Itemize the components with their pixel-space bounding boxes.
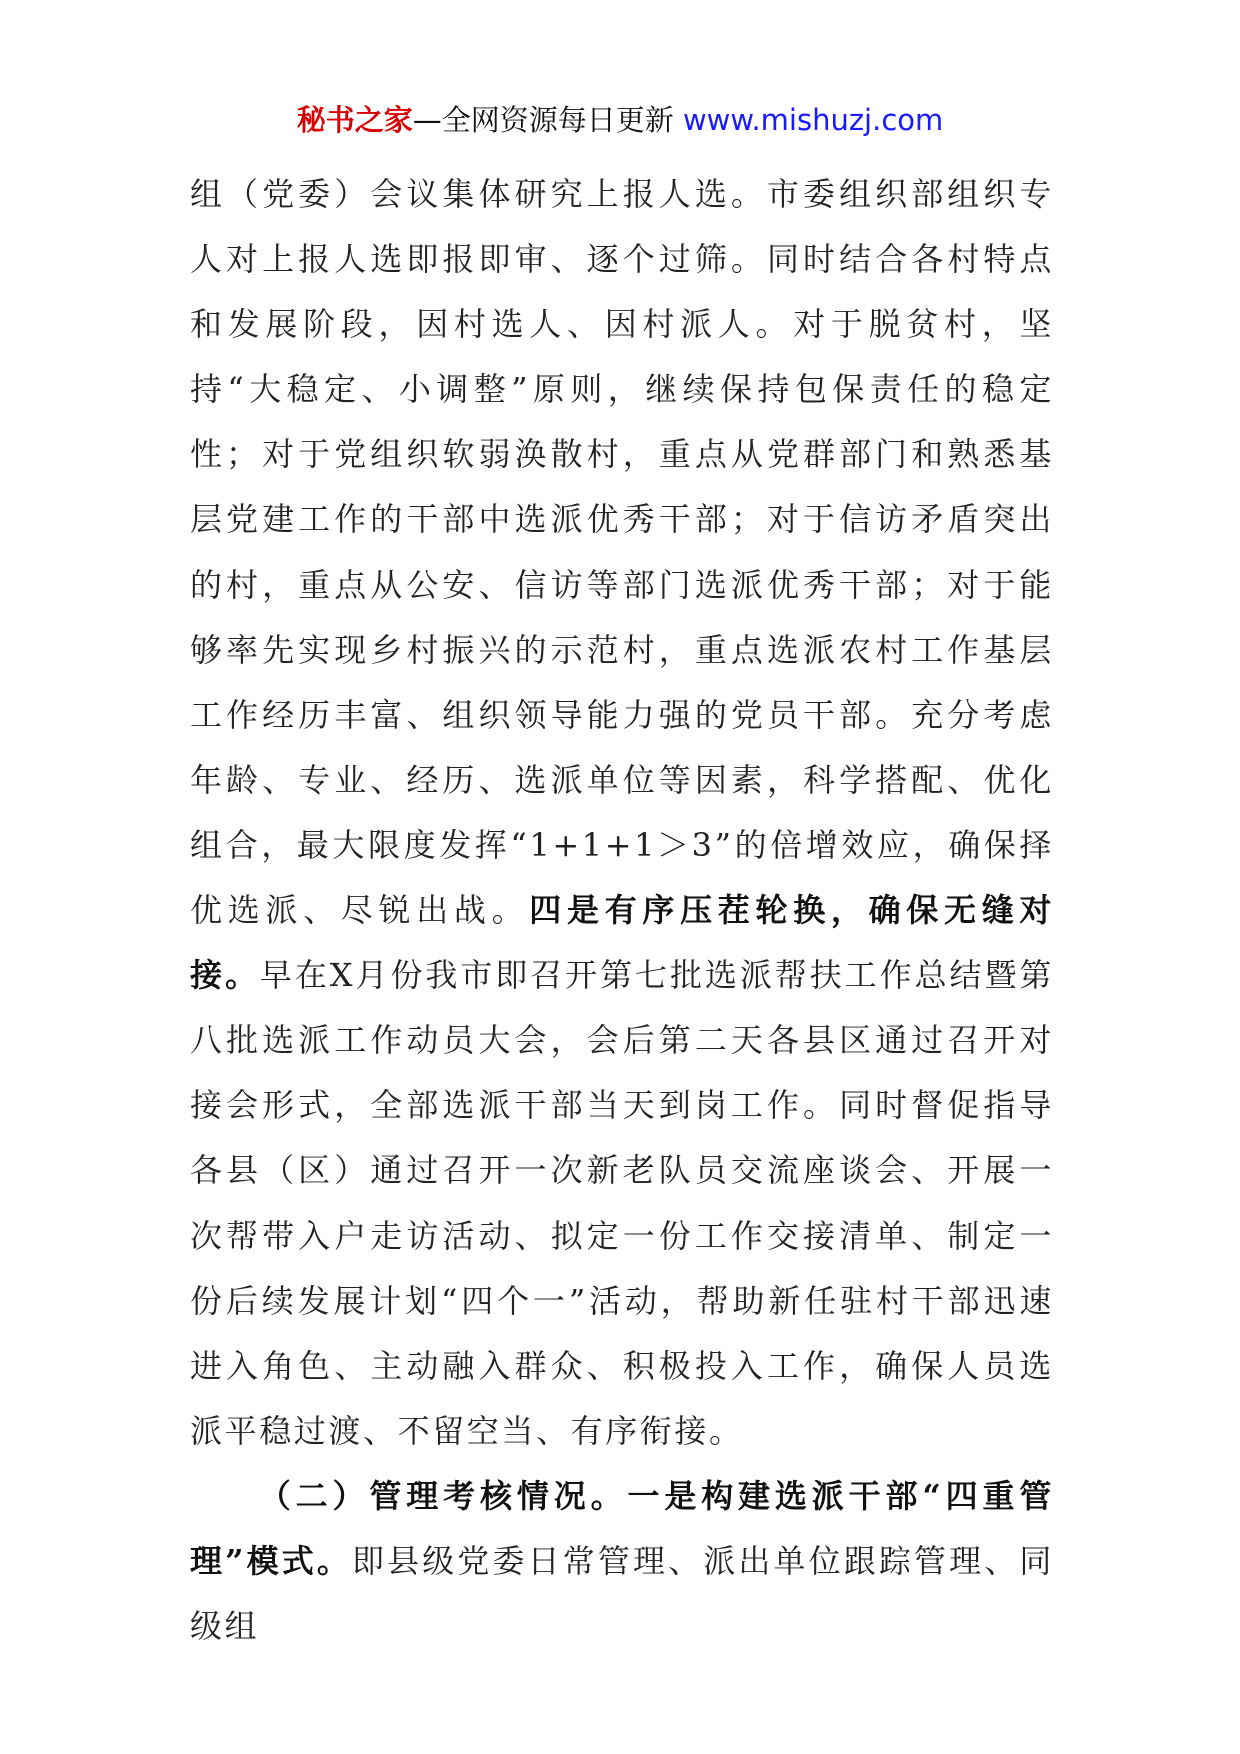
- paragraph-1: [190, 162, 1054, 1464]
- paragraph-2: [190, 1464, 1054, 1659]
- header-brand: 秘书之家: [296, 103, 413, 137]
- header-url[interactable]: www.mishuzj.com: [682, 103, 944, 137]
- page-header: [0, 100, 1240, 140]
- paragraph-1-text-1: 组（党委）会议集体研究上报人选。市委组织部组织专人对上报人选即报即审、逐个过筛。同时结合各村特点和发展阶段，因村选人、因村派人。对于脱贫村，坚持“大稳定、小调整”原则，继续保持包保责任的稳定性；对于党组织软弱涣散村，重点从党群部门和熟悉基层党建工作的干部中选派优秀干部；对于信访矛盾突出的村，重点从公安、信访等部门选派优秀干部；对于能够率先实现乡村振兴的示范村，重点选派农村工作基层工作经历丰富、组织领导能力强的党员干部。充分考虑年龄、专业、经历、选派单位等因素，科学搭配、优化组合，最大限度发挥“1+1+1＞3”的倍增效应，确保择优选派、尽锐出战。: [190, 175, 1054, 930]
- paragraph-2-bold-heading: （二）管理考核情况。一是构建选派干部“四重管理”模式。: [190, 1476, 1054, 1580]
- header-slogan: —全网资源每日更新: [412, 103, 674, 137]
- paragraph-2-text-1: 即县级党委日常管理、派出单位跟踪管理、同级组: [190, 1541, 1054, 1646]
- paragraph-1-bold-heading: 四是有序压茬轮换，确保无缝对接。: [190, 891, 1054, 995]
- paragraph-1-text-2: 早在X月份我市即召开第七批选派帮扶工作总结暨第八批选派工作动员大会，会后第二天各县区通过召开对接会形式，全部选派干部当天到岗工作。同时督促指导各县（区）通过召开一次新老队员交流座谈会、开展一次帮带入户走访活动、拟定一份工作交接清单、制定一份后续发展计划“四个一”活动，帮助新任驻村干部迅速进入角色、主动融入群众、积极投入工作，确保人员选派平稳过渡、不留空当、有序衔接。: [190, 956, 1054, 1450]
- document-body: [190, 162, 1054, 1659]
